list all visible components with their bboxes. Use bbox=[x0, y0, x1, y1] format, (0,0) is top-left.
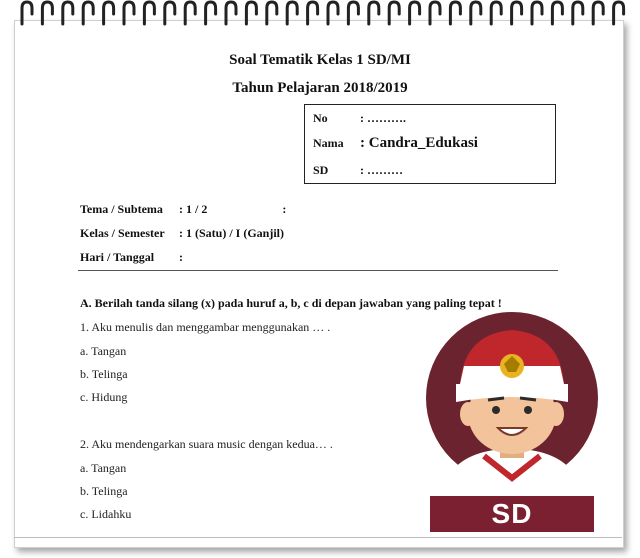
spiral-ring bbox=[246, 2, 256, 24]
spiral-ring bbox=[83, 2, 93, 24]
spiral-ring bbox=[226, 2, 236, 24]
spiral-ring bbox=[104, 2, 114, 24]
tema-extra: : bbox=[282, 202, 287, 216]
spiral-binding bbox=[0, 0, 640, 30]
section-a-instruction: A. Berilah tanda silang (x) pada huruf a, b, c di depan jawaban yang paling tepat ! bbox=[80, 296, 502, 310]
page-bottom-edge bbox=[14, 537, 622, 538]
spiral-ring bbox=[348, 2, 358, 24]
sd-student-badge bbox=[424, 306, 600, 534]
spiral-ring bbox=[22, 2, 32, 24]
spiral-ring bbox=[369, 2, 379, 24]
spiral-ring bbox=[593, 2, 603, 24]
spiral-ring bbox=[491, 2, 501, 24]
spiral-ring bbox=[532, 2, 542, 24]
meta-kelas bbox=[80, 226, 284, 241]
q1-option-b: b. Telinga bbox=[80, 367, 128, 381]
spiral-ring bbox=[430, 2, 440, 24]
info-no-value: : ………. bbox=[360, 111, 406, 125]
spiral-ring bbox=[287, 2, 297, 24]
spiral-ring bbox=[308, 2, 318, 24]
student-info-box bbox=[304, 104, 556, 184]
info-nama-value: : Candra_Edukasi bbox=[360, 135, 478, 151]
q2-option-a: a. Tangan bbox=[80, 461, 127, 475]
spiral-ring bbox=[389, 2, 399, 24]
spiral-ring bbox=[614, 2, 624, 24]
info-row-no bbox=[313, 111, 406, 126]
spiral-ring bbox=[410, 2, 420, 24]
info-sd-value: : ……… bbox=[360, 163, 403, 177]
meta-hari bbox=[80, 250, 183, 265]
spiral-ring bbox=[206, 2, 216, 24]
spiral-ring bbox=[144, 2, 154, 24]
info-sd-label: SD bbox=[313, 163, 329, 177]
tema-value: : 1 / 2 bbox=[179, 202, 208, 216]
question-1: 1. Aku menulis dan menggambar menggunakan … . bbox=[80, 320, 331, 334]
hari-value: : bbox=[179, 250, 183, 264]
meta-tema bbox=[80, 202, 286, 217]
question-2: 2. Aku mendengarkan suara music dengan kedua… . bbox=[80, 437, 333, 451]
spiral-ring bbox=[185, 2, 195, 24]
spiral-ring bbox=[165, 2, 175, 24]
spiral-ring bbox=[450, 2, 460, 24]
spiral-ring bbox=[124, 2, 134, 24]
info-row-sd bbox=[313, 163, 403, 178]
q1-option-a: a. Tangan bbox=[80, 344, 127, 358]
spiral-ring bbox=[63, 2, 73, 24]
q1-option-c: c. Hidung bbox=[80, 390, 128, 404]
spiral-ring bbox=[267, 2, 277, 24]
worksheet-title: Soal Tematik Kelas 1 SD/MI bbox=[229, 52, 411, 68]
spiral-ring bbox=[512, 2, 522, 24]
hari-label: Hari / Tanggal bbox=[80, 250, 155, 264]
spiral-ring bbox=[552, 2, 562, 24]
info-no-label: No bbox=[313, 111, 328, 125]
q2-option-b: b. Telinga bbox=[80, 484, 128, 498]
info-row-nama bbox=[313, 135, 478, 152]
tema-label: Tema / Subtema bbox=[80, 202, 163, 216]
spiral-rings-icon bbox=[0, 0, 640, 30]
spiral-ring bbox=[471, 2, 481, 24]
school-year: Tahun Pelajaran 2018/2019 bbox=[232, 80, 408, 96]
spiral-ring bbox=[42, 2, 52, 24]
kelas-value: : 1 (Satu) / I (Ganjil) bbox=[179, 226, 284, 240]
spiral-ring bbox=[328, 2, 338, 24]
header-divider bbox=[78, 270, 558, 271]
badge-sd-label: SD bbox=[491, 498, 533, 529]
spiral-ring bbox=[573, 2, 583, 24]
q2-option-c: c. Lidahku bbox=[80, 507, 132, 521]
kelas-label: Kelas / Semester bbox=[80, 226, 165, 240]
info-nama-label: Nama bbox=[313, 136, 344, 150]
